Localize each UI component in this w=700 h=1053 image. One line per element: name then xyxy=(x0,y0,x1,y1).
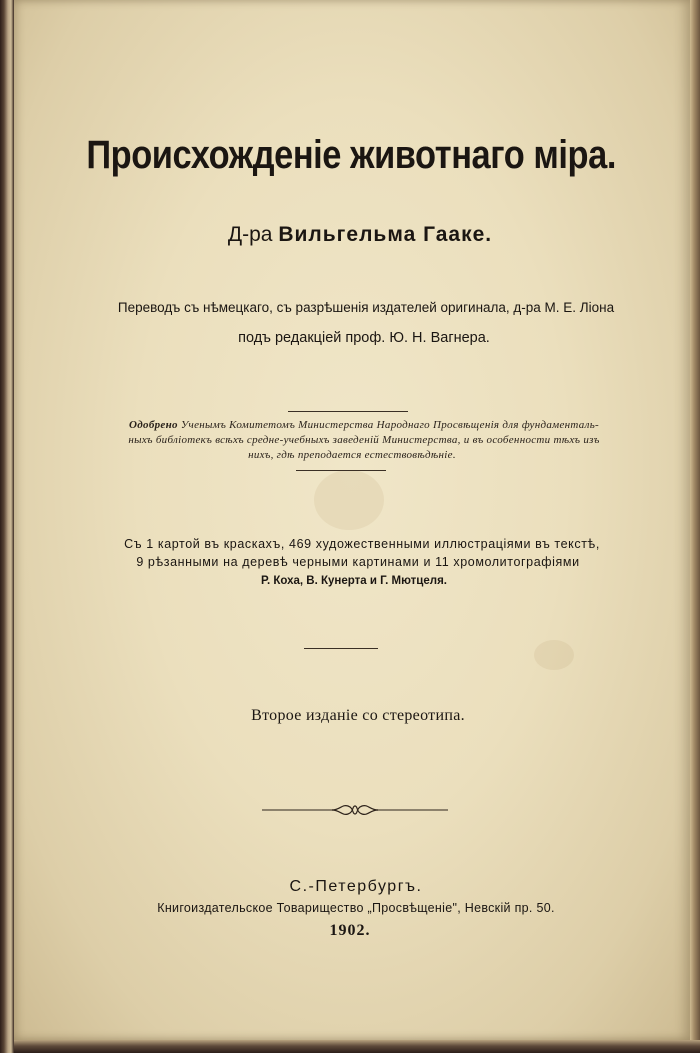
author-name: Вильгельма Гааке. xyxy=(278,223,493,246)
paper-stain xyxy=(534,640,574,670)
approval-text-1: Ученымъ Комитетомъ Министерства Народнаго Просвѣщенія для фундаменталь- xyxy=(180,419,599,431)
title-page xyxy=(14,0,690,1040)
illustrations-line-1: Съ 1 картой въ краскахъ, 469 художественными иллюстраціями въ текстѣ, xyxy=(124,537,600,551)
approval-line-2: ныхъ библіотекъ всѣхъ средне-учебныхъ заведеній Министерства, и въ особенности тѣхъ изъ xyxy=(128,434,600,446)
book-spine-edge xyxy=(0,0,14,1053)
paper-stain xyxy=(314,470,384,530)
artists-line: Р. Коха, В. Кунерта и Г. Мютцеля. xyxy=(261,575,447,587)
translation-line: Переводъ съ нѣмецкаго, съ разрѣшенія издателей оригинала, д-ра М. Е. Ліона xyxy=(117,300,615,315)
author-prefix: Д-ра xyxy=(227,223,273,246)
illustrations-line-2: 9 рѣзанными на деревѣ черными картинами и 11 хромолитографіями xyxy=(136,555,580,569)
approval-line-3: нихъ, гдѣ преподается естествовѣдѣніе. xyxy=(248,449,456,461)
ornament-rule xyxy=(262,802,448,818)
approval-line-1 xyxy=(26,419,700,431)
author-line xyxy=(22,223,698,247)
imprint-city: С.-Петербургъ. xyxy=(289,878,423,895)
divider-rule xyxy=(304,648,378,649)
edition-line: Второе изданіе со стереотипа. xyxy=(251,707,465,724)
editor-line: подъ редакціей проф. Ю. Н. Вагнера. xyxy=(238,330,490,346)
page-bottom-edge xyxy=(14,1040,700,1053)
imprint-year: 1902. xyxy=(329,922,371,939)
book-title: Происхожденіе животнаго міра. xyxy=(86,133,616,177)
imprint-publisher: Книгоиздательское Товарищество „Просвѣщеніе", Невскій пр. 50. xyxy=(157,901,555,915)
divider-rule xyxy=(296,470,386,471)
approval-lead: Одобрено xyxy=(129,419,178,431)
divider-rule xyxy=(288,411,408,412)
